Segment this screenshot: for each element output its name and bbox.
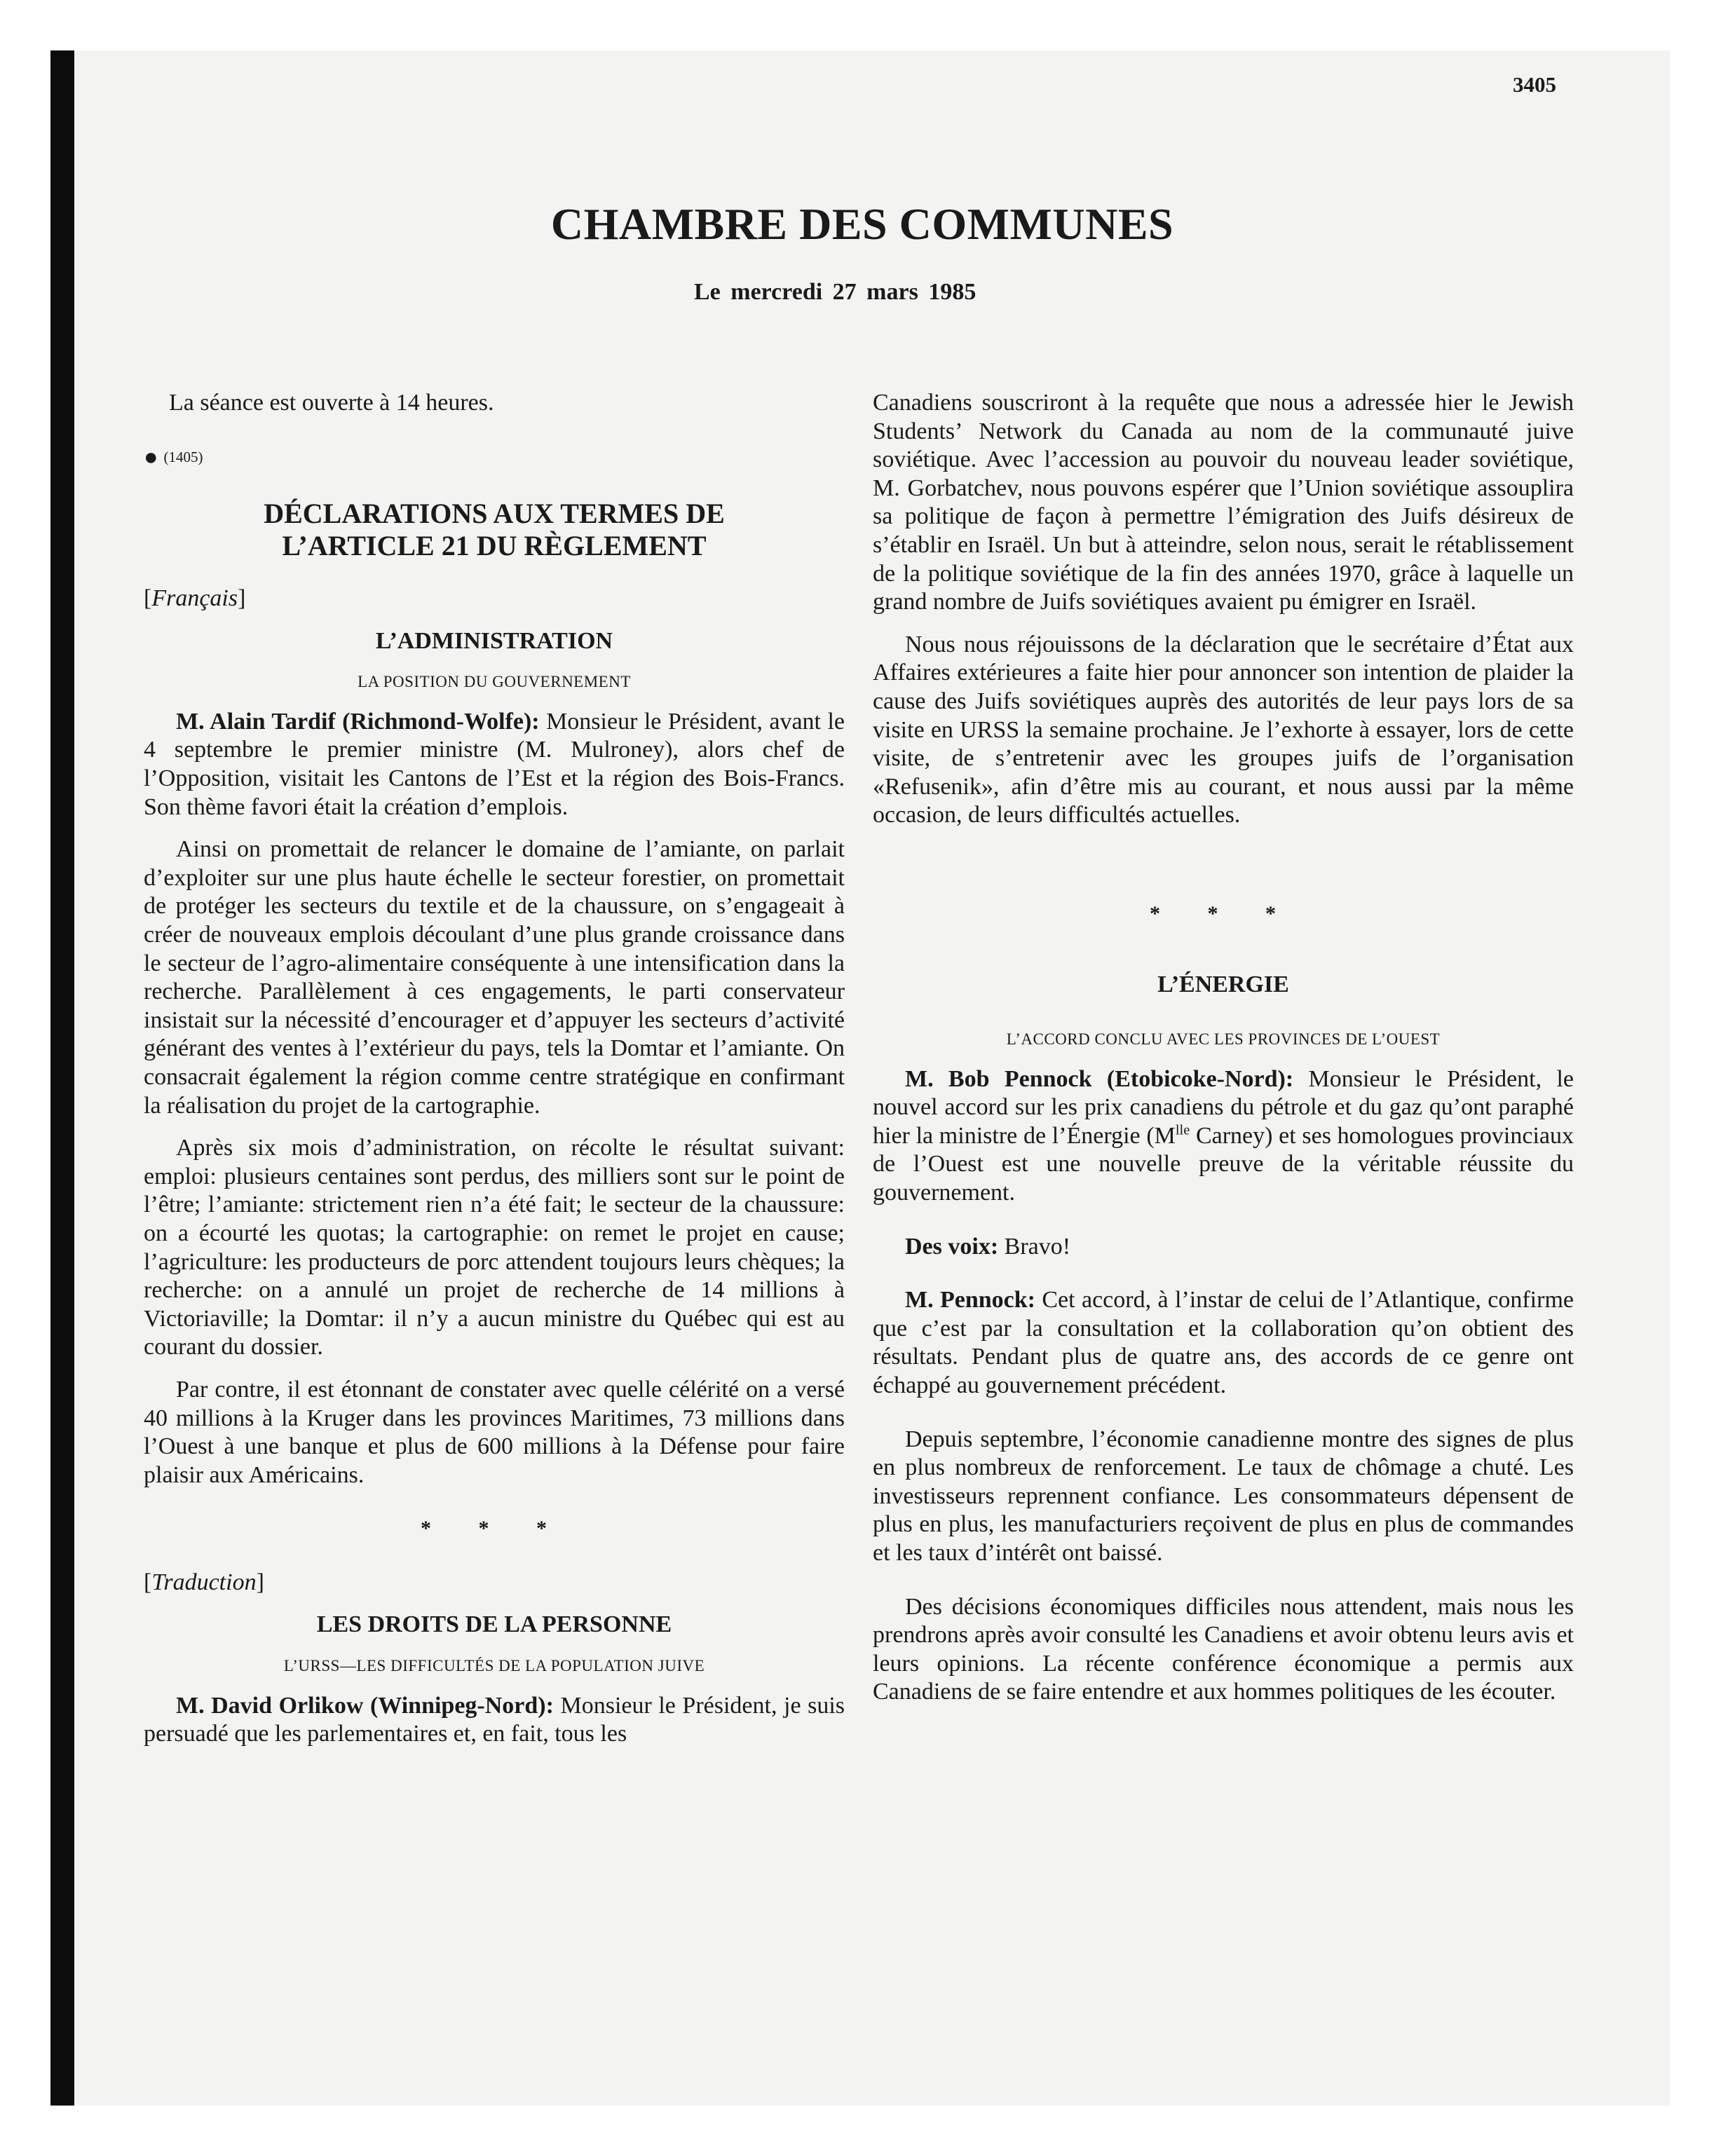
speaker-name: M. David Orlikow (Winnipeg-Nord): [176,1692,554,1719]
sitting-date: Le mercredi 27 mars 1985 [694,279,977,305]
section-separator: * * * [421,1517,568,1541]
time-marker [144,443,845,472]
language-tag-text: Français [151,585,238,612]
subtopic-heading: L’ACCORD CONCLU AVEC LES PROVINCES DE L’OUEST [1006,1030,1441,1049]
topic-heading: L’ADMINISTRATION [375,627,613,654]
speech-paragraph: Depuis septembre, l’économie canadienne montre des signes de plus en plus nombreux de renforcement. Le taux de chômage a chuté. Les investisseurs reprennent confiance. Les consommateurs dépensent de plus en plus, les manufacturiers reçoivent de plus en plus de commandes et les taux d’intérêt ont baissé. [873,1426,1574,1566]
language-tag-text: Traduction [151,1569,257,1595]
speech-paragraph: Par contre, il est étonnant de constater avec quelle célérité on a versé 40 millions à la Kruger dans les provinces Maritimes, 73 millions dans l’Ouest à une banque et plus de 600 millions à la Défense pour faire plaisir aux Américains. [144,1376,845,1488]
left-column [144,389,845,1749]
section-heading-line1: DÉCLARATIONS AUX TERMES DE [264,498,725,530]
speech-superscript: lle [1175,1122,1190,1138]
bullet-dot-icon: ● [144,444,158,471]
speech-text: Monsieur le Président, avant le 4 septembre le premier ministre (M. Mulroney), alors chef de l’Opposition, visitait les Cantons de l’Est et la région des Bois-Francs. Son thème favori était la création d’emplois. [144,708,845,820]
speaker-name: M. Bob Pennock (Etobicoke-Nord): [905,1065,1294,1092]
section-heading [144,498,845,562]
speech-paragraph: Nous nous réjouissons de la déclaration que le secrétaire d’État aux Affaires extérieures a faite hier pour annoncer son intention de plaider la cause des Juifs soviétiques auprès des autorités de leur pays lors de sa visite en URSS la semaine prochaine. Je l’exhorte à essayer, lors de cette visite, de s’entretenir avec les groupes juifs de l’organisation «Refusenik», afin d’être mis au courant, et nous aussi par la même occasion, de leurs difficultés actuelles. [873,631,1574,828]
language-tag: [Français] [144,585,246,612]
speech-text: Carney) et ses homologues provinciaux de l’Ouest est une nouvelle preuve de la véritable réussite du gouvernement. [873,1122,1574,1206]
section-separator: * * * [1150,901,1297,925]
speech-text: Bravo! [998,1233,1071,1260]
time-label: (1405) [163,448,203,465]
speech-text: Monsieur le Président, le nouvel accord sur les prix canadiens du pétrole et du gaz qu’ont paraphé hier la ministre de l’Énergie (M [873,1065,1574,1149]
speech-paragraph [873,1286,1574,1400]
speech-paragraph: Canadiens souscriront à la requête que nous a adressée hier le Jewish Students’ Network du Canada au nom de la communauté juive soviétique. Avec l’accession au pouvoir du nouveau leader soviétique, M. Gorbatchev, nous pouvons espérer que l’Union soviétique assouplira sa politique de façon à permettre l’émigration des Juifs désireux de s’établir en Israël. Un but à atteindre, selon nous, serait le rétablissement de la politique soviétique de la fin des années 1970, grâce à laquelle un grand nombre de Juifs soviétiques avaient pu émigrer en Israël. [873,390,1574,615]
page-title: CHAMBRE DES COMMUNES [550,199,1174,249]
speech-paragraph: Des décisions économiques difficiles nous attendent, mais nous les prendrons après avoir consulté les Canadiens et avoir obtenu leurs avis et leurs opinions. La récente conférence économique a permis aux Canadiens de se faire entendre et aux hommes politiques de les écouter. [873,1593,1574,1705]
speech-paragraph [873,1065,1574,1208]
right-column [873,389,1574,1707]
topic-heading: L’ÉNERGIE [1157,971,1289,997]
speech-paragraph [873,1233,1574,1262]
topic-heading: LES DROITS DE LA PERSONNE [316,1611,672,1638]
speaker-name: M. Pennock: [905,1287,1035,1314]
speaker-name: M. Alain Tardif (Richmond-Wolfe): [176,708,540,735]
speech-paragraph [144,708,845,821]
subtopic-heading: LA POSITION DU GOUVERNEMENT [358,673,631,691]
speech-paragraph: Après six mois d’administration, on récolte le résultat suivant: emploi: plusieurs centaines sont perdus, des milliers sont sur le point de l’être; l’amiante: strictement rien n’a été fait; le secteur de la chaussure: on a écourté les quotas; la cartographie: on remet le projet en cause; l’agriculture: les producteurs de porc attendent toujours leurs chèques; la recherche: on a annulé un projet de recherche de 14 millions à Victoriaville; la Domtar: il n’y a aucun ministre du Québec qui est au courant du dossier. [144,1135,845,1360]
speech-text: Monsieur le Président, je suis persuadé que les parlementaires et, en fait, tous les [144,1692,845,1747]
speech-text: Cet accord, à l’instar de celui de l’Atlantique, confirme que c’est par la consultation et la collaboration qu’on obtient des résultats. Pendant plus de quatre ans, des accords de ce genre ont échappé au gouvernement précédent. [873,1287,1574,1399]
opening-line: La séance est ouverte à 14 heures. [169,390,494,416]
speaker-name: Des voix: [905,1233,999,1260]
speech-paragraph [144,1692,845,1749]
subtopic-heading: L’URSS—LES DIFFICULTÉS DE LA POPULATION JUIVE [283,1657,705,1675]
speech-paragraph: Ainsi on promettait de relancer le domaine de l’amiante, on parlait d’exploiter sur une plus haute échelle le secteur forestier, on promettait de protéger les secteurs du textile et de la chaussure, on s’engageait à créer de nouveaux emplois découlant d’une plus grande croissance dans le secteur de l’agro-alimentaire conséquente à une intensification dans la recherche. Parallèlement à ces engagements, le parti conservateur insistait sur la nécessité d’encourager et d’appuyer les secteurs d’activité générant des ventes à l’extérieur du pays, tels la Domtar et l’amiante. On consacrait également la région comme centre stratégique en confirmant la réalisation du projet de la cartographie. [144,836,845,1119]
section-heading-line2: L’ARTICLE 21 DU RÈGLEMENT [282,530,707,562]
language-tag: [Traduction] [144,1569,264,1595]
page-number: 3405 [1513,72,1556,97]
